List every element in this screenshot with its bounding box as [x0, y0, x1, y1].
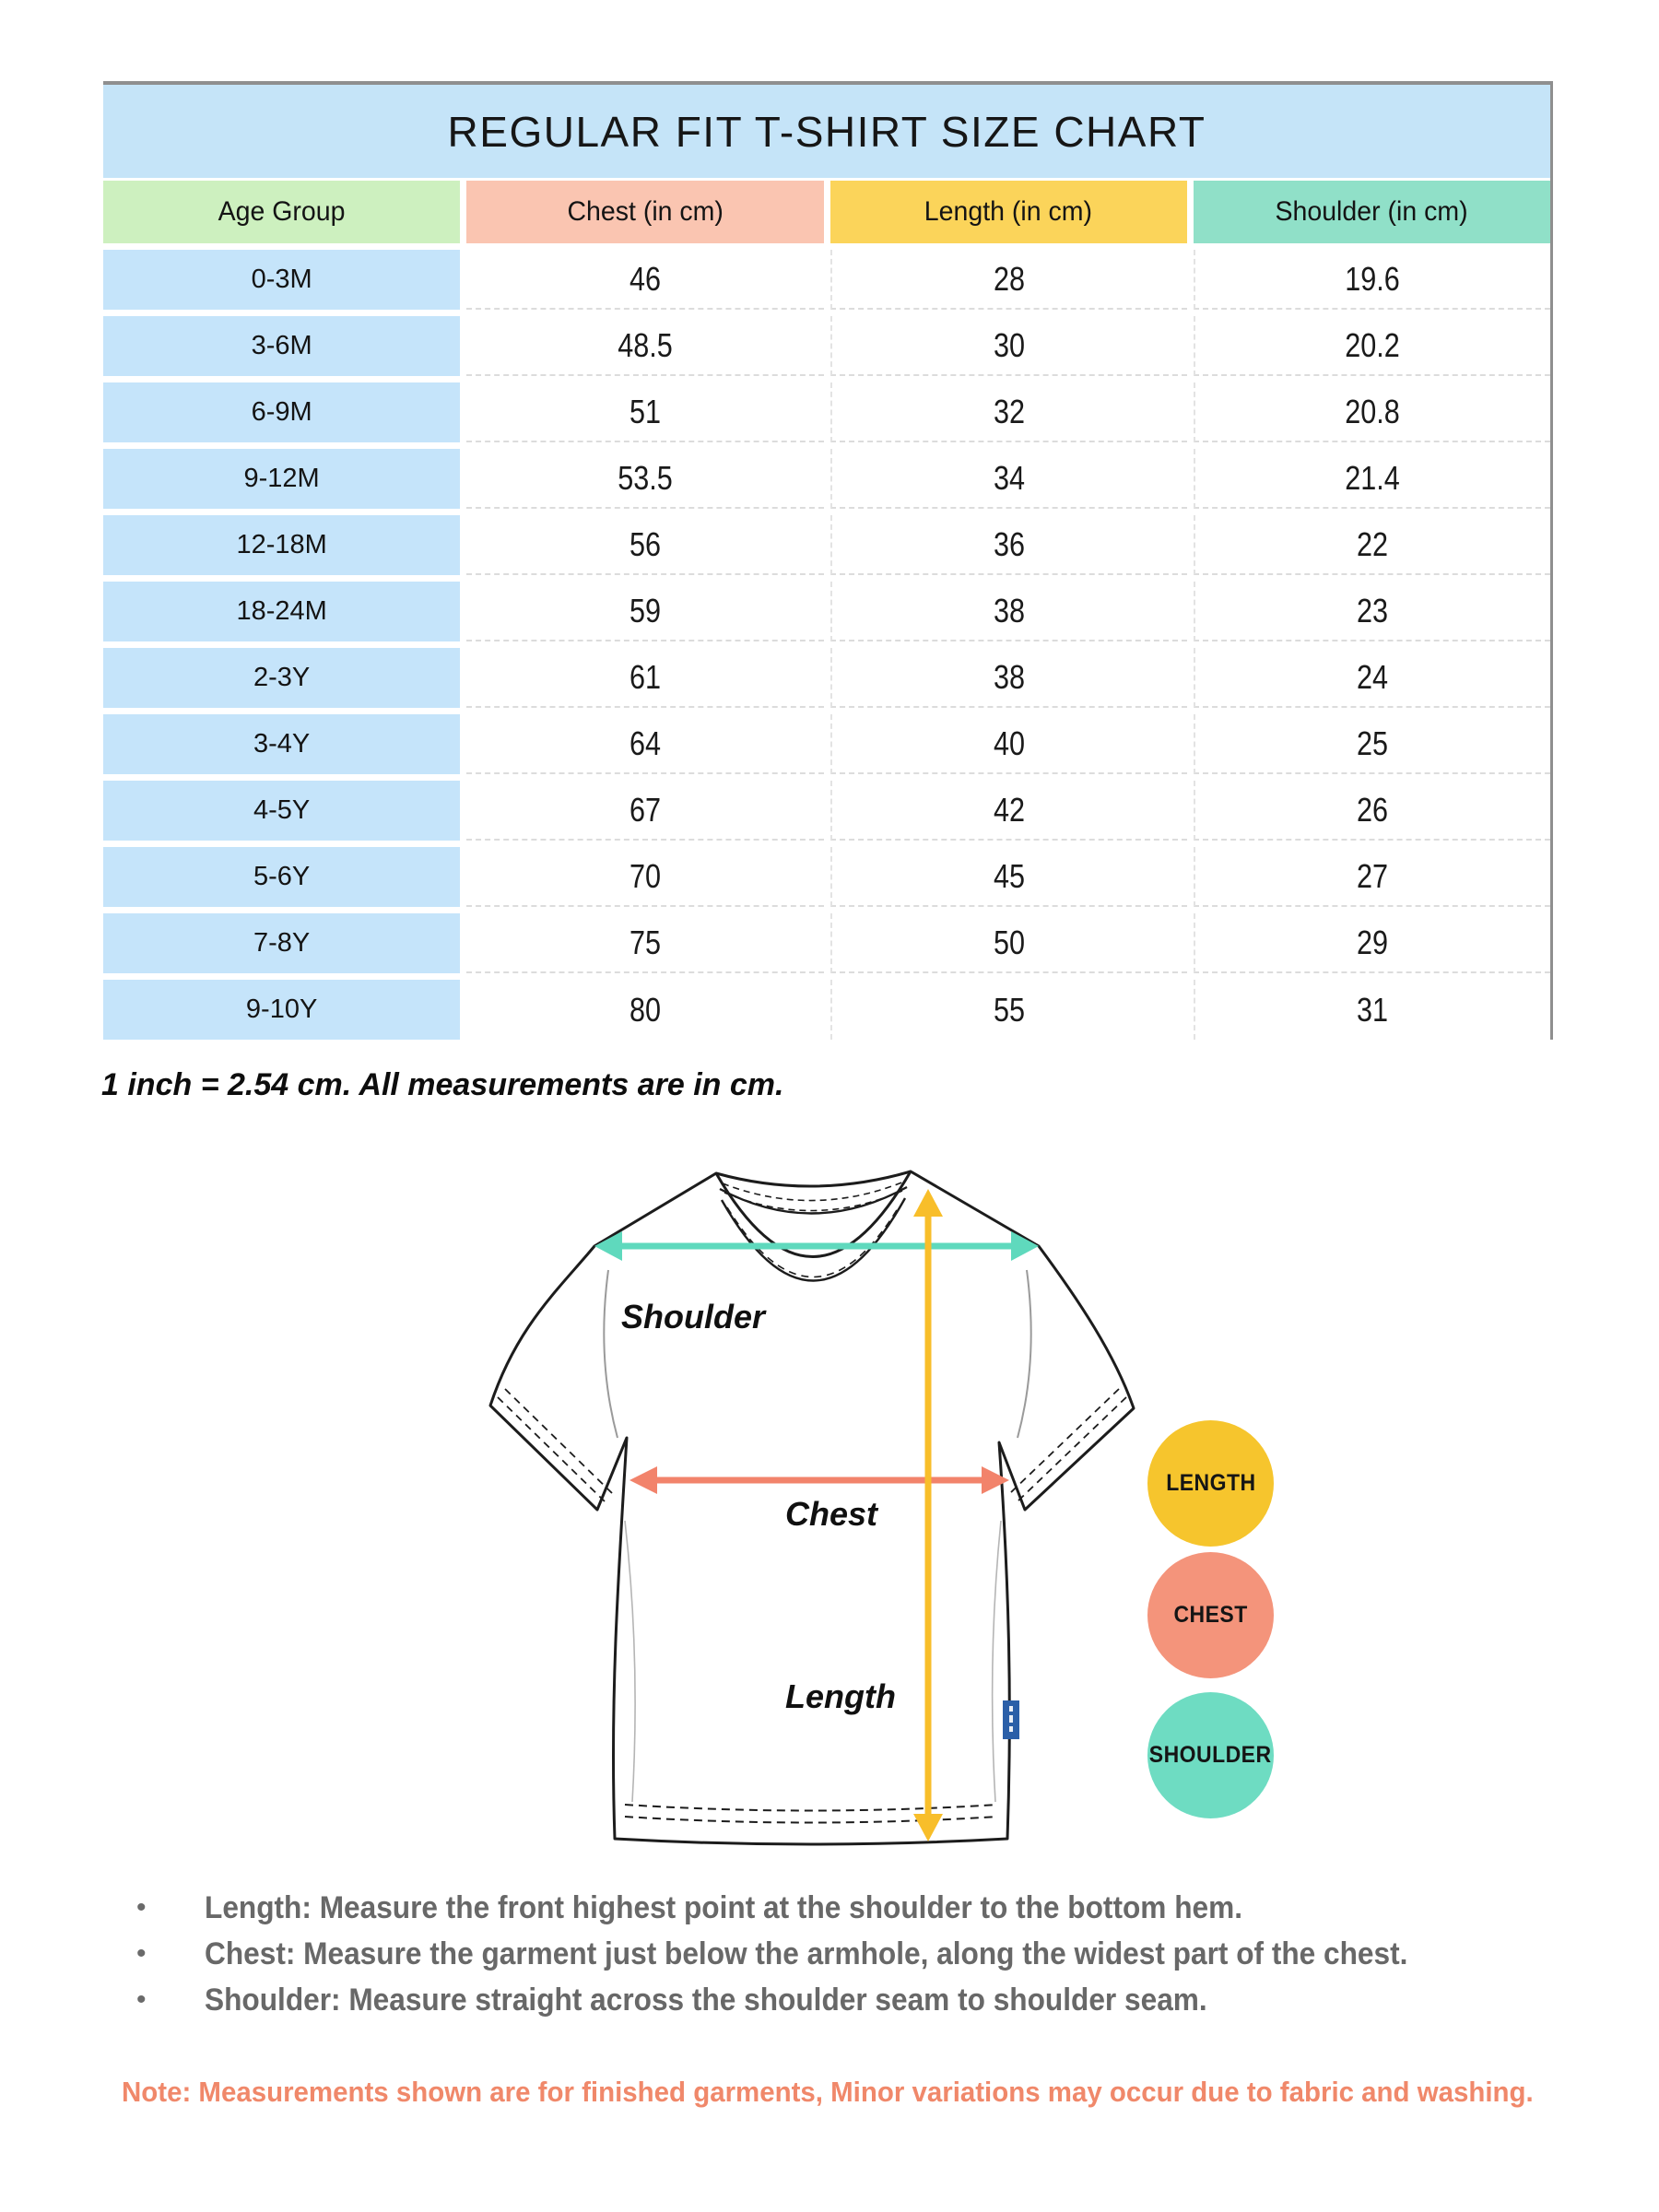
- column-header-chest: Chest (in cm): [466, 181, 823, 243]
- shoulder-cell: 31: [1194, 980, 1550, 1040]
- age-cell: 6-9M: [103, 382, 460, 442]
- chest-diagram-label: Chest: [784, 1495, 878, 1533]
- instruction-shoulder: • Shoulder: Measure straight across the shoulder seam to shoulder seam.: [129, 1978, 1567, 2024]
- length-cell: 28: [830, 250, 1187, 310]
- table-grid: [103, 181, 1550, 1040]
- length-cell: 38: [830, 582, 1187, 641]
- length-diagram-label: Length: [785, 1677, 896, 1715]
- age-cell: 9-12M: [103, 449, 460, 509]
- length-cell: 40: [830, 714, 1187, 774]
- legend-circle-length: LENGTH: [1147, 1420, 1274, 1547]
- shoulder-cell: 23: [1194, 582, 1550, 641]
- length-cell: 32: [830, 382, 1187, 442]
- bullet-icon: •: [136, 1938, 147, 1969]
- chest-cell: 59: [466, 582, 823, 641]
- instruction-chest: • Chest: Measure the garment just below the armhole, along the widest part of the chest.: [129, 1932, 1567, 1978]
- column-header-shoulder: Shoulder (in cm): [1194, 181, 1550, 243]
- shoulder-cell: 27: [1194, 847, 1550, 907]
- chest-cell: 51: [466, 382, 823, 442]
- length-cell: 34: [830, 449, 1187, 509]
- age-cell: 7-8Y: [103, 913, 460, 973]
- side-tag: [1003, 1700, 1019, 1739]
- column-header-length: Length (in cm): [830, 181, 1187, 243]
- shoulder-cell: 20.2: [1194, 316, 1550, 376]
- chest-cell: 75: [466, 913, 823, 973]
- length-cell: 55: [830, 980, 1187, 1040]
- length-cell: 42: [830, 781, 1187, 841]
- age-cell: 4-5Y: [103, 781, 460, 841]
- legend-circle-chest: CHEST: [1147, 1552, 1274, 1678]
- size-chart-table: [103, 81, 1553, 1040]
- legend-circle-shoulder: SHOULDER: [1147, 1692, 1274, 1818]
- age-cell: 9-10Y: [103, 980, 460, 1040]
- length-cell: 36: [830, 515, 1187, 575]
- shoulder-cell: 26: [1194, 781, 1550, 841]
- shoulder-cell: 24: [1194, 648, 1550, 708]
- chest-cell: 64: [466, 714, 823, 774]
- age-cell: 0-3M: [103, 250, 460, 310]
- shoulder-cell: 21.4: [1194, 449, 1550, 509]
- age-cell: 3-6M: [103, 316, 460, 376]
- age-cell: 5-6Y: [103, 847, 460, 907]
- chest-cell: 61: [466, 648, 823, 708]
- bullet-icon: •: [136, 1984, 147, 2015]
- length-cell: 38: [830, 648, 1187, 708]
- shoulder-cell: 19.6: [1194, 250, 1550, 310]
- shoulder-cell: 22: [1194, 515, 1550, 575]
- measurement-instructions: [129, 1886, 1567, 2024]
- length-cell: 30: [830, 316, 1187, 376]
- age-cell: 3-4Y: [103, 714, 460, 774]
- column-header-age: Age Group: [103, 181, 460, 243]
- garment-footnote: Note: Measurements shown are for finished garments, Minor variations may occur due to fabric and washing.: [122, 2076, 1534, 2108]
- length-cell: 50: [830, 913, 1187, 973]
- shoulder-cell: 25: [1194, 714, 1550, 774]
- bullet-icon: •: [136, 1892, 147, 1923]
- chest-cell: 70: [466, 847, 823, 907]
- chest-cell: 56: [466, 515, 823, 575]
- chest-cell: 67: [466, 781, 823, 841]
- tshirt-measurement-diagram: [479, 1152, 1350, 1862]
- length-cell: 45: [830, 847, 1187, 907]
- age-cell: 12-18M: [103, 515, 460, 575]
- unit-conversion-note: 1 inch = 2.54 cm. All measurements are in cm.: [101, 1067, 784, 1102]
- shoulder-cell: 29: [1194, 913, 1550, 973]
- age-cell: 18-24M: [103, 582, 460, 641]
- shoulder-diagram-label: Shoulder: [620, 1298, 765, 1335]
- instruction-length: • Length: Measure the front highest point at the shoulder to the bottom hem.: [129, 1886, 1567, 1932]
- age-cell: 2-3Y: [103, 648, 460, 708]
- chest-cell: 80: [466, 980, 823, 1040]
- chest-cell: 53.5: [466, 449, 823, 509]
- table-title: REGULAR FIT T-SHIRT SIZE CHART: [103, 85, 1550, 178]
- chest-cell: 48.5: [466, 316, 823, 376]
- chest-cell: 46: [466, 250, 823, 310]
- shoulder-cell: 20.8: [1194, 382, 1550, 442]
